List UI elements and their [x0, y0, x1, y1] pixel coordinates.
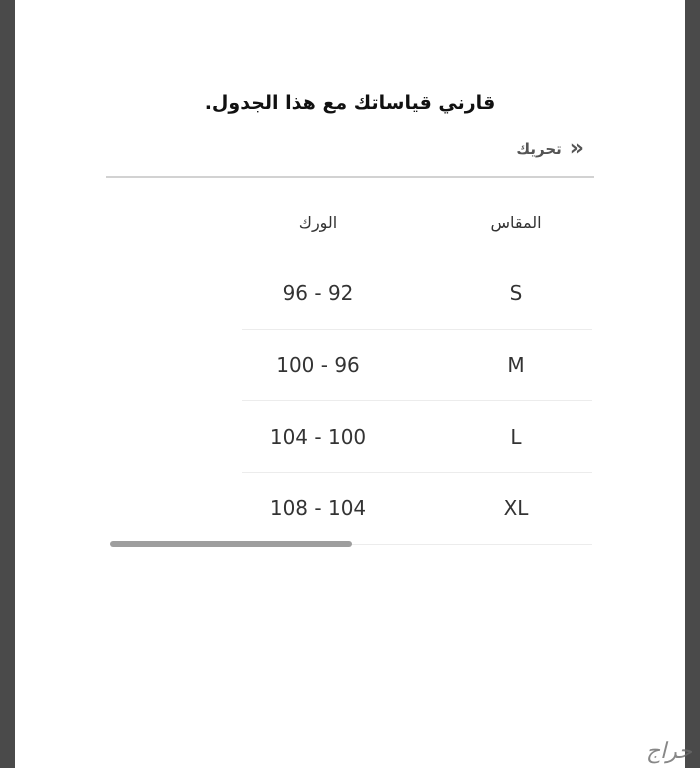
table-cell-hip: 108 - 104: [269, 496, 367, 520]
horizontal-scrollbar[interactable]: [110, 541, 352, 547]
table-cell-hip: 100 - 96: [276, 353, 360, 377]
size-chart-panel: [15, 0, 685, 768]
double-chevron-icon: «: [569, 136, 584, 161]
table-cell-hip: 104 - 100: [269, 425, 367, 449]
row-divider: [242, 400, 592, 401]
header-divider: [106, 176, 594, 178]
column-header-size: المقاس: [490, 213, 542, 232]
table-cell-size: M: [507, 353, 525, 377]
table-cell-hip: 96 - 92: [282, 281, 354, 305]
table-cell-size: XL: [503, 496, 529, 520]
scroll-hint[interactable]: [516, 136, 584, 161]
scroll-hint-label: تحريك: [516, 140, 562, 158]
table-cell-size: L: [510, 425, 522, 449]
watermark: حراج: [645, 739, 692, 764]
row-divider: [242, 329, 592, 330]
row-divider: [242, 472, 592, 473]
column-header-hip: الورك: [298, 213, 338, 232]
page-title: قارني قياساتك مع هذا الجدول.: [204, 92, 496, 114]
table-cell-size: S: [509, 281, 523, 305]
